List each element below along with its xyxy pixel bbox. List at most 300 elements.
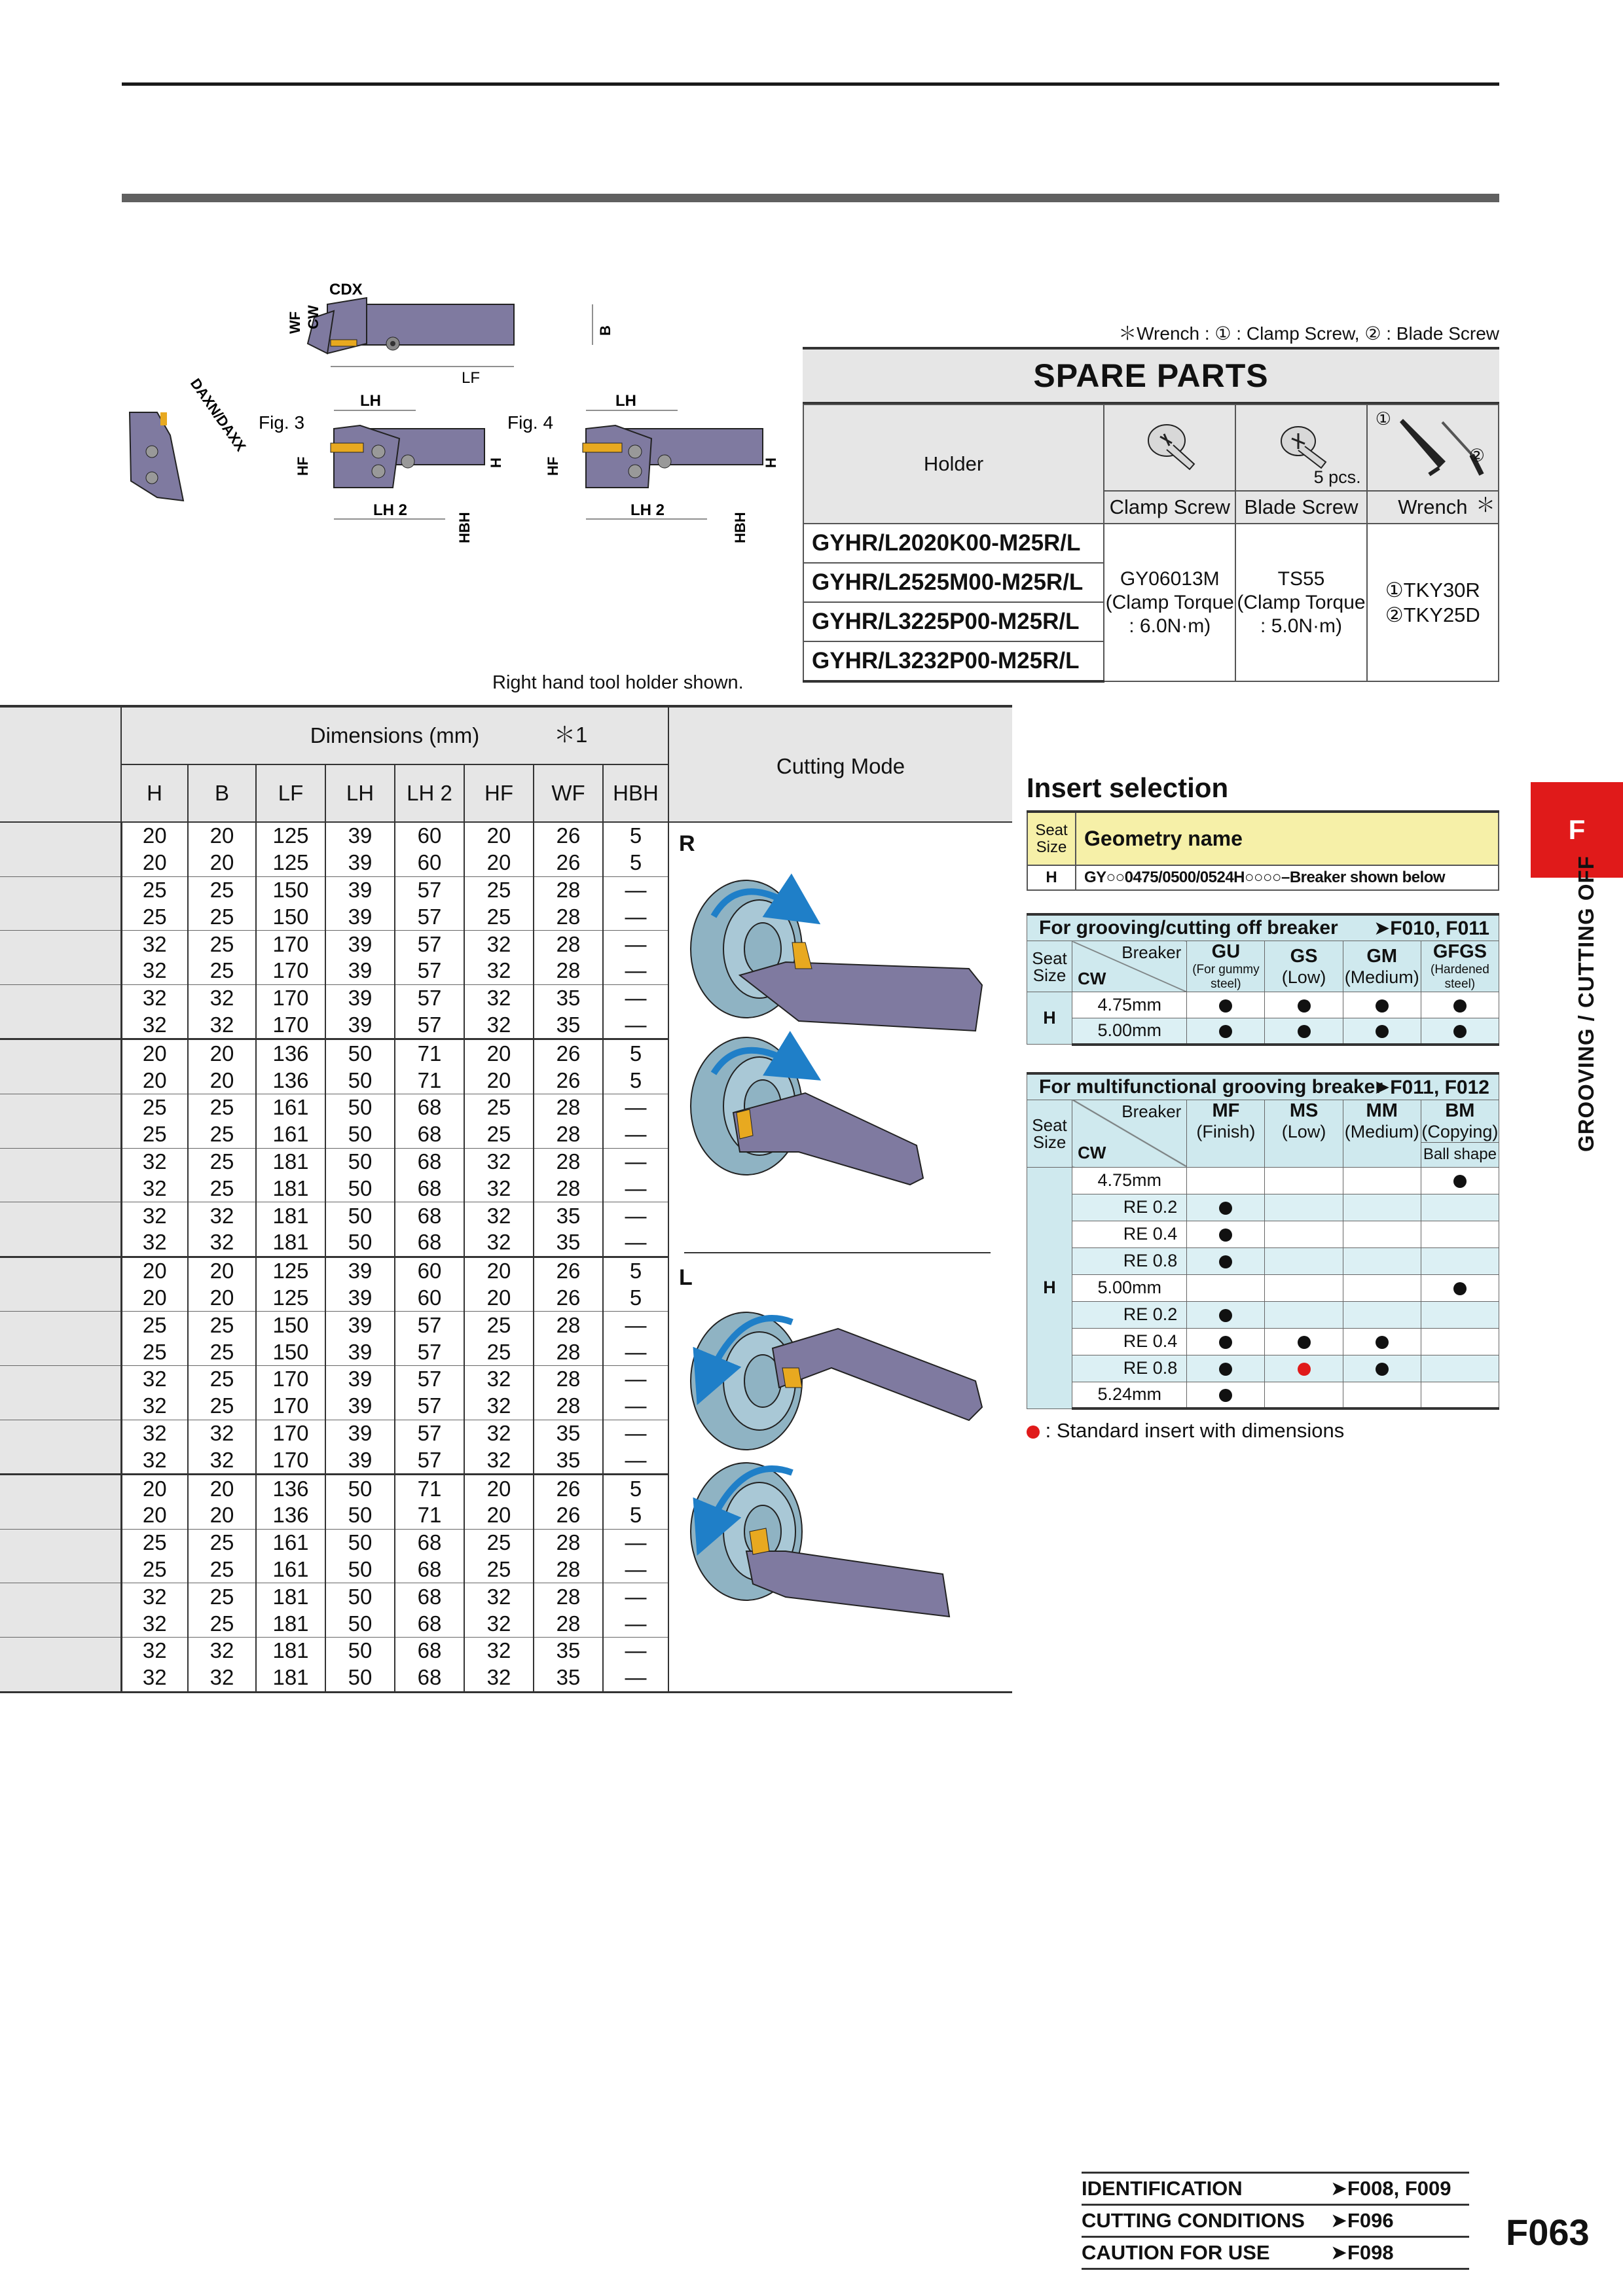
mode-r-face-grooving bbox=[691, 880, 982, 1031]
dim-cell: 68 bbox=[395, 1664, 464, 1692]
dim-cell: 32 bbox=[464, 1365, 534, 1392]
dim-cell: 25 bbox=[121, 1338, 188, 1365]
red-dot-icon bbox=[1027, 1426, 1040, 1439]
dim-cell: 32 bbox=[464, 1202, 534, 1229]
footer-row-identification[interactable] bbox=[1082, 2172, 1469, 2206]
dim-cell: 150 bbox=[256, 876, 325, 903]
dim-cell: 181 bbox=[256, 1229, 325, 1257]
dim-cell: — bbox=[603, 1583, 668, 1610]
dim-cell: 20 bbox=[464, 1475, 534, 1502]
dim-cell: 170 bbox=[256, 1446, 325, 1474]
multi-col-code: MM bbox=[1366, 1100, 1398, 1121]
compatibility-cell bbox=[1343, 992, 1421, 1018]
compatibility-cell bbox=[1265, 1194, 1343, 1221]
dim-cell: 161 bbox=[256, 1094, 325, 1121]
dim-cell: 170 bbox=[256, 1420, 325, 1446]
dim-cell: 32 bbox=[464, 1148, 534, 1175]
compatibility-cell bbox=[1187, 1194, 1265, 1221]
dim-cell: 68 bbox=[395, 1202, 464, 1229]
dim-cell: 26 bbox=[534, 1285, 603, 1312]
dim-cell: 150 bbox=[256, 1338, 325, 1365]
compatibility-cell bbox=[1343, 1221, 1421, 1247]
dim-cell: 26 bbox=[534, 850, 603, 876]
dim-cell: 136 bbox=[256, 1067, 325, 1094]
dim-cell: 50 bbox=[325, 1529, 395, 1556]
dim-cell: 161 bbox=[256, 1121, 325, 1148]
dim-cell: 28 bbox=[534, 1529, 603, 1556]
dim-cell: 20 bbox=[121, 850, 188, 876]
dim-cell: 57 bbox=[395, 958, 464, 984]
blade-screw-header: Blade Screw bbox=[1235, 491, 1366, 524]
dim-cell: 71 bbox=[395, 1067, 464, 1094]
dim-cell: 26 bbox=[534, 1067, 603, 1094]
dim-cell: 5 bbox=[603, 1502, 668, 1529]
dim-cell: 28 bbox=[534, 931, 603, 958]
fig4-label: Fig. 4 bbox=[507, 412, 554, 433]
multi-caption-row bbox=[1027, 1073, 1499, 1100]
dim-cell: 39 bbox=[325, 1420, 395, 1446]
compatibility-cell bbox=[1421, 1328, 1499, 1355]
dim-cell: 68 bbox=[395, 1229, 464, 1257]
compatibility-cell bbox=[1187, 1221, 1265, 1247]
dim-cell: 68 bbox=[395, 1121, 464, 1148]
dim-cell: 32 bbox=[188, 1420, 256, 1446]
multi-breaker-cw-header bbox=[1072, 1100, 1187, 1167]
dim-cell: 28 bbox=[534, 1365, 603, 1392]
dim-cell: 32 bbox=[464, 1420, 534, 1446]
dim-row-designation bbox=[0, 931, 121, 958]
compatibility-cell bbox=[1187, 1274, 1265, 1301]
compatibility-cell bbox=[1421, 1221, 1499, 1247]
dim-row-designation bbox=[0, 1285, 121, 1312]
grooving-col-code: GFGS bbox=[1432, 941, 1487, 962]
compatibility-cell bbox=[1343, 1355, 1421, 1382]
dim-cell: 5 bbox=[603, 850, 668, 876]
wrench-part-1: ①TKY30R bbox=[1385, 578, 1480, 601]
dim-cell: 25 bbox=[121, 1556, 188, 1583]
multi-row bbox=[1027, 1194, 1499, 1221]
holder-row: GYHR/L3225P00-M25R/L bbox=[803, 602, 1104, 641]
end-view-drawing bbox=[130, 376, 249, 501]
grooving-breaker-table bbox=[1027, 913, 1499, 1046]
geometry-name-header: Geometry name bbox=[1076, 812, 1499, 865]
dim-cell: 57 bbox=[395, 1012, 464, 1039]
fig3-label: Fig. 3 bbox=[259, 412, 305, 433]
dim-cell: 60 bbox=[395, 822, 464, 850]
compatibility-cell bbox=[1421, 1274, 1499, 1301]
multi-cw: RE 0.2 bbox=[1072, 1301, 1187, 1328]
multi-row bbox=[1027, 1221, 1499, 1247]
drawing-label-lf: LF bbox=[462, 369, 481, 387]
footer-ref: ➤F008, F009 bbox=[1330, 2177, 1451, 2200]
dim-cell: 26 bbox=[534, 1039, 603, 1067]
section-rule bbox=[122, 194, 1499, 202]
blade-screw-image bbox=[1235, 404, 1366, 491]
black-dot-icon bbox=[1298, 999, 1311, 1013]
black-dot-icon bbox=[1376, 1363, 1389, 1376]
dim-cell: 20 bbox=[464, 822, 534, 850]
dim-cell: 50 bbox=[325, 1175, 395, 1202]
dim-col-header: LH 2 bbox=[395, 764, 464, 822]
dim-cell: 28 bbox=[534, 1312, 603, 1338]
compatibility-cell bbox=[1265, 1167, 1343, 1194]
compatibility-cell bbox=[1265, 1355, 1343, 1382]
holder-row: GYHR/L2525M00-M25R/L bbox=[803, 563, 1104, 602]
multi-col-ms bbox=[1265, 1100, 1343, 1167]
clamp-screw-icon bbox=[1140, 416, 1199, 475]
geometry-name-value: GY○○0475/0500/0524H○○○○–Breaker shown below bbox=[1076, 865, 1499, 890]
dim-cell: 60 bbox=[395, 850, 464, 876]
compatibility-cell bbox=[1343, 1382, 1421, 1408]
dim-cell: 20 bbox=[121, 1502, 188, 1529]
dim-cell: 57 bbox=[395, 984, 464, 1011]
dim-cell: 25 bbox=[188, 958, 256, 984]
compatibility-cell bbox=[1421, 1382, 1499, 1408]
dim-row bbox=[0, 822, 1012, 850]
dim-cell: 32 bbox=[464, 931, 534, 958]
footer-label: CAUTION FOR USE bbox=[1082, 2241, 1270, 2264]
dim-row-designation bbox=[0, 984, 121, 1011]
dim-cell: — bbox=[603, 876, 668, 903]
dim-cell: 20 bbox=[188, 850, 256, 876]
grooving-cw: 4.75mm bbox=[1072, 992, 1187, 1018]
dim-row-designation bbox=[0, 1446, 121, 1474]
multi-seat: H bbox=[1027, 1167, 1072, 1408]
top-rule bbox=[122, 82, 1499, 86]
compatibility-cell bbox=[1265, 1301, 1343, 1328]
dim-cell: 32 bbox=[121, 1446, 188, 1474]
dim-row-designation bbox=[0, 1338, 121, 1365]
dim-cell: 25 bbox=[188, 1175, 256, 1202]
dim-cell: 20 bbox=[188, 1502, 256, 1529]
dim-cell: 20 bbox=[464, 1039, 534, 1067]
dim-cell: — bbox=[603, 1094, 668, 1121]
dim-cell: 39 bbox=[325, 903, 395, 930]
right-hand-caption: Right hand tool holder shown. bbox=[492, 672, 744, 693]
dim-cell: 71 bbox=[395, 1502, 464, 1529]
dim-cell: — bbox=[603, 1175, 668, 1202]
dim-cell: 32 bbox=[464, 1229, 534, 1257]
insert-selection-section bbox=[1027, 772, 1499, 1443]
multi-col-bm bbox=[1421, 1100, 1499, 1142]
dim-cell: 28 bbox=[534, 1393, 603, 1420]
compatibility-cell bbox=[1187, 1247, 1265, 1274]
blade-torque-line2: : 5.0N·m) bbox=[1260, 615, 1343, 637]
dim-cell: 25 bbox=[464, 1094, 534, 1121]
footer-row-cutting-conditions[interactable] bbox=[1082, 2206, 1469, 2238]
dim-cell: — bbox=[603, 931, 668, 958]
grooving-seat-size-header: Seat Size bbox=[1027, 941, 1072, 992]
geometry-seat-h: H bbox=[1027, 865, 1076, 890]
dim-cell: 181 bbox=[256, 1148, 325, 1175]
fig4-label-lh: LH bbox=[615, 392, 636, 410]
blade-torque-line1: (Clamp Torque bbox=[1237, 591, 1366, 613]
dim-cell: 25 bbox=[121, 1094, 188, 1121]
grooving-col-desc: (Medium) bbox=[1344, 967, 1419, 987]
dim-cell: 125 bbox=[256, 822, 325, 850]
drawing-label-cdx: CDX bbox=[329, 281, 363, 298]
dim-cell: 68 bbox=[395, 1556, 464, 1583]
compatibility-cell bbox=[1265, 1221, 1343, 1247]
black-dot-icon bbox=[1453, 1025, 1467, 1038]
dim-cell: 57 bbox=[395, 1420, 464, 1446]
dim-cell: 136 bbox=[256, 1475, 325, 1502]
dim-cell: — bbox=[603, 1529, 668, 1556]
dim-cell: 68 bbox=[395, 1148, 464, 1175]
black-dot-icon bbox=[1376, 1025, 1389, 1038]
dim-row-designation bbox=[0, 1365, 121, 1392]
footer-row-caution[interactable] bbox=[1082, 2238, 1469, 2270]
fig3-label-hbh: HBH bbox=[456, 512, 473, 543]
dim-cell: 57 bbox=[395, 1446, 464, 1474]
dim-cell: 25 bbox=[121, 1529, 188, 1556]
dim-col-header: LF bbox=[256, 764, 325, 822]
compatibility-cell bbox=[1421, 1301, 1499, 1328]
dim-cell: 39 bbox=[325, 1312, 395, 1338]
multi-col-desc: (Low) bbox=[1281, 1121, 1326, 1141]
multi-cw: RE 0.8 bbox=[1072, 1355, 1187, 1382]
dim-cell: 50 bbox=[325, 1502, 395, 1529]
dim-cell: — bbox=[603, 984, 668, 1011]
dim-cell: 32 bbox=[464, 1393, 534, 1420]
dim-cell: — bbox=[603, 1148, 668, 1175]
dim-cell: 32 bbox=[464, 984, 534, 1011]
dim-cell: 26 bbox=[534, 1502, 603, 1529]
dim-col-header: LH bbox=[325, 764, 395, 822]
cutting-mode-l-label: L bbox=[679, 1265, 693, 1290]
dim-cell: 25 bbox=[464, 1529, 534, 1556]
multi-cw: RE 0.2 bbox=[1072, 1194, 1187, 1221]
wrench-footnote-mark: ＊ bbox=[1476, 495, 1495, 516]
black-dot-icon bbox=[1219, 1309, 1232, 1322]
five-pcs-label: 5 pcs. bbox=[1313, 467, 1361, 487]
dim-cell: 25 bbox=[464, 1556, 534, 1583]
fig3-label-hf: HF bbox=[295, 456, 311, 476]
dim-cell: 71 bbox=[395, 1475, 464, 1502]
black-dot-icon bbox=[1219, 1336, 1232, 1349]
clamp-screw-header: Clamp Screw bbox=[1104, 491, 1235, 524]
dim-row-designation bbox=[0, 1475, 121, 1502]
dim-cell: 32 bbox=[121, 1664, 188, 1692]
dim-row-designation bbox=[0, 1039, 121, 1067]
dim-cell: 50 bbox=[325, 1583, 395, 1610]
footer-ref: ➤F098 bbox=[1330, 2241, 1394, 2264]
fig3-label-lh2: LH 2 bbox=[373, 501, 408, 519]
dim-cell: 39 bbox=[325, 1446, 395, 1474]
designation-header bbox=[0, 706, 121, 822]
dim-cell: 5 bbox=[603, 822, 668, 850]
dim-cell: — bbox=[603, 1338, 668, 1365]
drawing-label-b: B bbox=[597, 325, 613, 336]
page-number: F063 bbox=[1506, 2212, 1590, 2253]
dim-col-header: HBH bbox=[603, 764, 668, 822]
dim-cell: 125 bbox=[256, 1257, 325, 1284]
dim-cell: 25 bbox=[121, 876, 188, 903]
dim-cell: 32 bbox=[464, 1446, 534, 1474]
dim-cell: 20 bbox=[188, 1475, 256, 1502]
dim-cell: 50 bbox=[325, 1039, 395, 1067]
dim-cell: 57 bbox=[395, 931, 464, 958]
dim-col-header: HF bbox=[464, 764, 534, 822]
multi-col-code: BM bbox=[1445, 1100, 1475, 1121]
multi-row bbox=[1027, 1274, 1499, 1301]
black-dot-icon bbox=[1219, 1202, 1232, 1215]
dim-cell: 136 bbox=[256, 1502, 325, 1529]
compatibility-cell bbox=[1265, 1328, 1343, 1355]
dim-cell: — bbox=[603, 1393, 668, 1420]
multi-col-code: MF bbox=[1212, 1100, 1240, 1121]
dim-cell: 39 bbox=[325, 958, 395, 984]
black-dot-icon bbox=[1453, 999, 1467, 1013]
multi-cw: RE 0.4 bbox=[1072, 1221, 1187, 1247]
wrench-image bbox=[1367, 404, 1499, 491]
dim-cell: 25 bbox=[188, 1121, 256, 1148]
dim-cell: 32 bbox=[121, 1420, 188, 1446]
dim-cell: — bbox=[603, 1556, 668, 1583]
dim-row-designation bbox=[0, 822, 121, 850]
dim-cell: 50 bbox=[325, 1202, 395, 1229]
black-dot-icon bbox=[1376, 1336, 1389, 1349]
legend bbox=[1027, 1419, 1499, 1443]
dim-cell: 170 bbox=[256, 1012, 325, 1039]
dim-cell: — bbox=[603, 1637, 668, 1664]
dim-cell: 60 bbox=[395, 1285, 464, 1312]
dim-cell: 39 bbox=[325, 1012, 395, 1039]
compatibility-cell bbox=[1265, 1274, 1343, 1301]
fig4-label-h: H bbox=[763, 457, 779, 468]
dim-cell: 170 bbox=[256, 931, 325, 958]
dim-cell: 32 bbox=[121, 1012, 188, 1039]
dim-col-header: B bbox=[188, 764, 256, 822]
grooving-caption-row bbox=[1027, 914, 1499, 941]
compatibility-cell bbox=[1187, 1328, 1265, 1355]
compatibility-cell bbox=[1187, 1167, 1265, 1194]
dim-cell: 125 bbox=[256, 1285, 325, 1312]
holder-header: Holder bbox=[803, 404, 1104, 524]
dim-row-designation bbox=[0, 1202, 121, 1229]
dim-cell: 25 bbox=[464, 1338, 534, 1365]
wrench-part-2: ②TKY25D bbox=[1385, 603, 1480, 626]
dim-cell: 181 bbox=[256, 1175, 325, 1202]
multi-row bbox=[1027, 1167, 1499, 1194]
dim-cell: 32 bbox=[121, 931, 188, 958]
compatibility-cell bbox=[1187, 1355, 1265, 1382]
compatibility-cell bbox=[1421, 1194, 1499, 1221]
drawing-label-wf: WF bbox=[287, 311, 303, 334]
dim-row-designation bbox=[0, 1556, 121, 1583]
multi-cw-label: CW bbox=[1078, 1142, 1106, 1162]
grooving-col-gfgs bbox=[1421, 941, 1499, 992]
dim-row-designation bbox=[0, 1148, 121, 1175]
multi-caption: For multifunctional grooving breaker bbox=[1039, 1075, 1383, 1098]
wrench-header bbox=[1367, 491, 1499, 524]
cutting-mode-r-label: R bbox=[679, 831, 695, 856]
black-dot-icon bbox=[1219, 1363, 1232, 1376]
multifunctional-breaker-table bbox=[1027, 1072, 1499, 1410]
dim-cell: 68 bbox=[395, 1529, 464, 1556]
multi-cw: 4.75mm bbox=[1072, 1167, 1187, 1194]
dim-cell: 35 bbox=[534, 1637, 603, 1664]
dim-cell: 39 bbox=[325, 822, 395, 850]
black-dot-icon bbox=[1453, 1282, 1467, 1295]
compatibility-cell bbox=[1421, 1018, 1499, 1045]
dim-cell: 181 bbox=[256, 1202, 325, 1229]
dim-cell: 50 bbox=[325, 1556, 395, 1583]
compatibility-cell bbox=[1421, 992, 1499, 1018]
fig4-label-hbh: HBH bbox=[732, 512, 748, 543]
compatibility-cell bbox=[1343, 1018, 1421, 1045]
grooving-cw: 5.00mm bbox=[1072, 1018, 1187, 1045]
dim-cell: 50 bbox=[325, 1067, 395, 1094]
legend-text: : Standard insert with dimensions bbox=[1045, 1419, 1345, 1442]
compatibility-cell bbox=[1343, 1167, 1421, 1194]
spare-parts-title: SPARE PARTS bbox=[803, 347, 1499, 404]
dim-row-designation bbox=[0, 1664, 121, 1692]
dim-cell: 161 bbox=[256, 1556, 325, 1583]
dim-row-designation bbox=[0, 1121, 121, 1148]
dim-cell: 20 bbox=[121, 1285, 188, 1312]
dim-cell: 60 bbox=[395, 1257, 464, 1284]
fig3-drawing bbox=[259, 392, 504, 543]
dim-cell: 28 bbox=[534, 1148, 603, 1175]
compatibility-cell bbox=[1187, 992, 1265, 1018]
dim-cell: 25 bbox=[188, 1094, 256, 1121]
dim-cell: 181 bbox=[256, 1637, 325, 1664]
dim-cell: 20 bbox=[121, 1257, 188, 1284]
dim-cell: 25 bbox=[188, 1365, 256, 1392]
dim-cell: 5 bbox=[603, 1257, 668, 1284]
drawing-label-cw: CW bbox=[305, 305, 321, 329]
dim-cell: 32 bbox=[121, 1229, 188, 1257]
dim-cell: 32 bbox=[188, 1202, 256, 1229]
dim-cell: 35 bbox=[534, 1664, 603, 1692]
multi-col-mm bbox=[1343, 1100, 1421, 1167]
compatibility-cell bbox=[1187, 1382, 1265, 1408]
blade-screw-cell bbox=[1235, 524, 1366, 681]
footer-label: IDENTIFICATION bbox=[1082, 2177, 1243, 2200]
dimensions-header bbox=[121, 706, 668, 764]
grooving-col-desc: (Hardened steel) bbox=[1431, 963, 1489, 991]
dim-cell: 39 bbox=[325, 1285, 395, 1312]
black-dot-icon bbox=[1219, 1025, 1232, 1038]
dim-cell: 39 bbox=[325, 876, 395, 903]
dim-cell: 20 bbox=[121, 822, 188, 850]
grooving-seat: H bbox=[1027, 992, 1072, 1045]
grooving-col-desc: (For gummy steel) bbox=[1192, 963, 1260, 991]
black-dot-icon bbox=[1453, 1175, 1467, 1188]
multi-col-desc: (Copying) bbox=[1421, 1121, 1499, 1141]
section-tab-f: F bbox=[1531, 782, 1623, 878]
top-view-drawing bbox=[287, 281, 613, 387]
dim-cell: 32 bbox=[121, 984, 188, 1011]
dim-cell: 5 bbox=[603, 1285, 668, 1312]
compatibility-cell bbox=[1343, 1194, 1421, 1221]
dim-cell: 25 bbox=[188, 903, 256, 930]
dim-cell: 32 bbox=[188, 1012, 256, 1039]
dim-cell: 57 bbox=[395, 1338, 464, 1365]
dim-row-designation bbox=[0, 903, 121, 930]
compatibility-cell bbox=[1343, 1274, 1421, 1301]
dim-cell: 25 bbox=[188, 931, 256, 958]
multi-row bbox=[1027, 1355, 1499, 1382]
compatibility-cell bbox=[1265, 1247, 1343, 1274]
dim-cell: 39 bbox=[325, 931, 395, 958]
clamp-torque-line1: (Clamp Torque bbox=[1105, 591, 1234, 613]
dim-row-designation bbox=[0, 958, 121, 984]
footer-label: CUTTING CONDITIONS bbox=[1082, 2209, 1305, 2232]
dim-cell: 32 bbox=[121, 1637, 188, 1664]
dim-row-designation bbox=[0, 850, 121, 876]
